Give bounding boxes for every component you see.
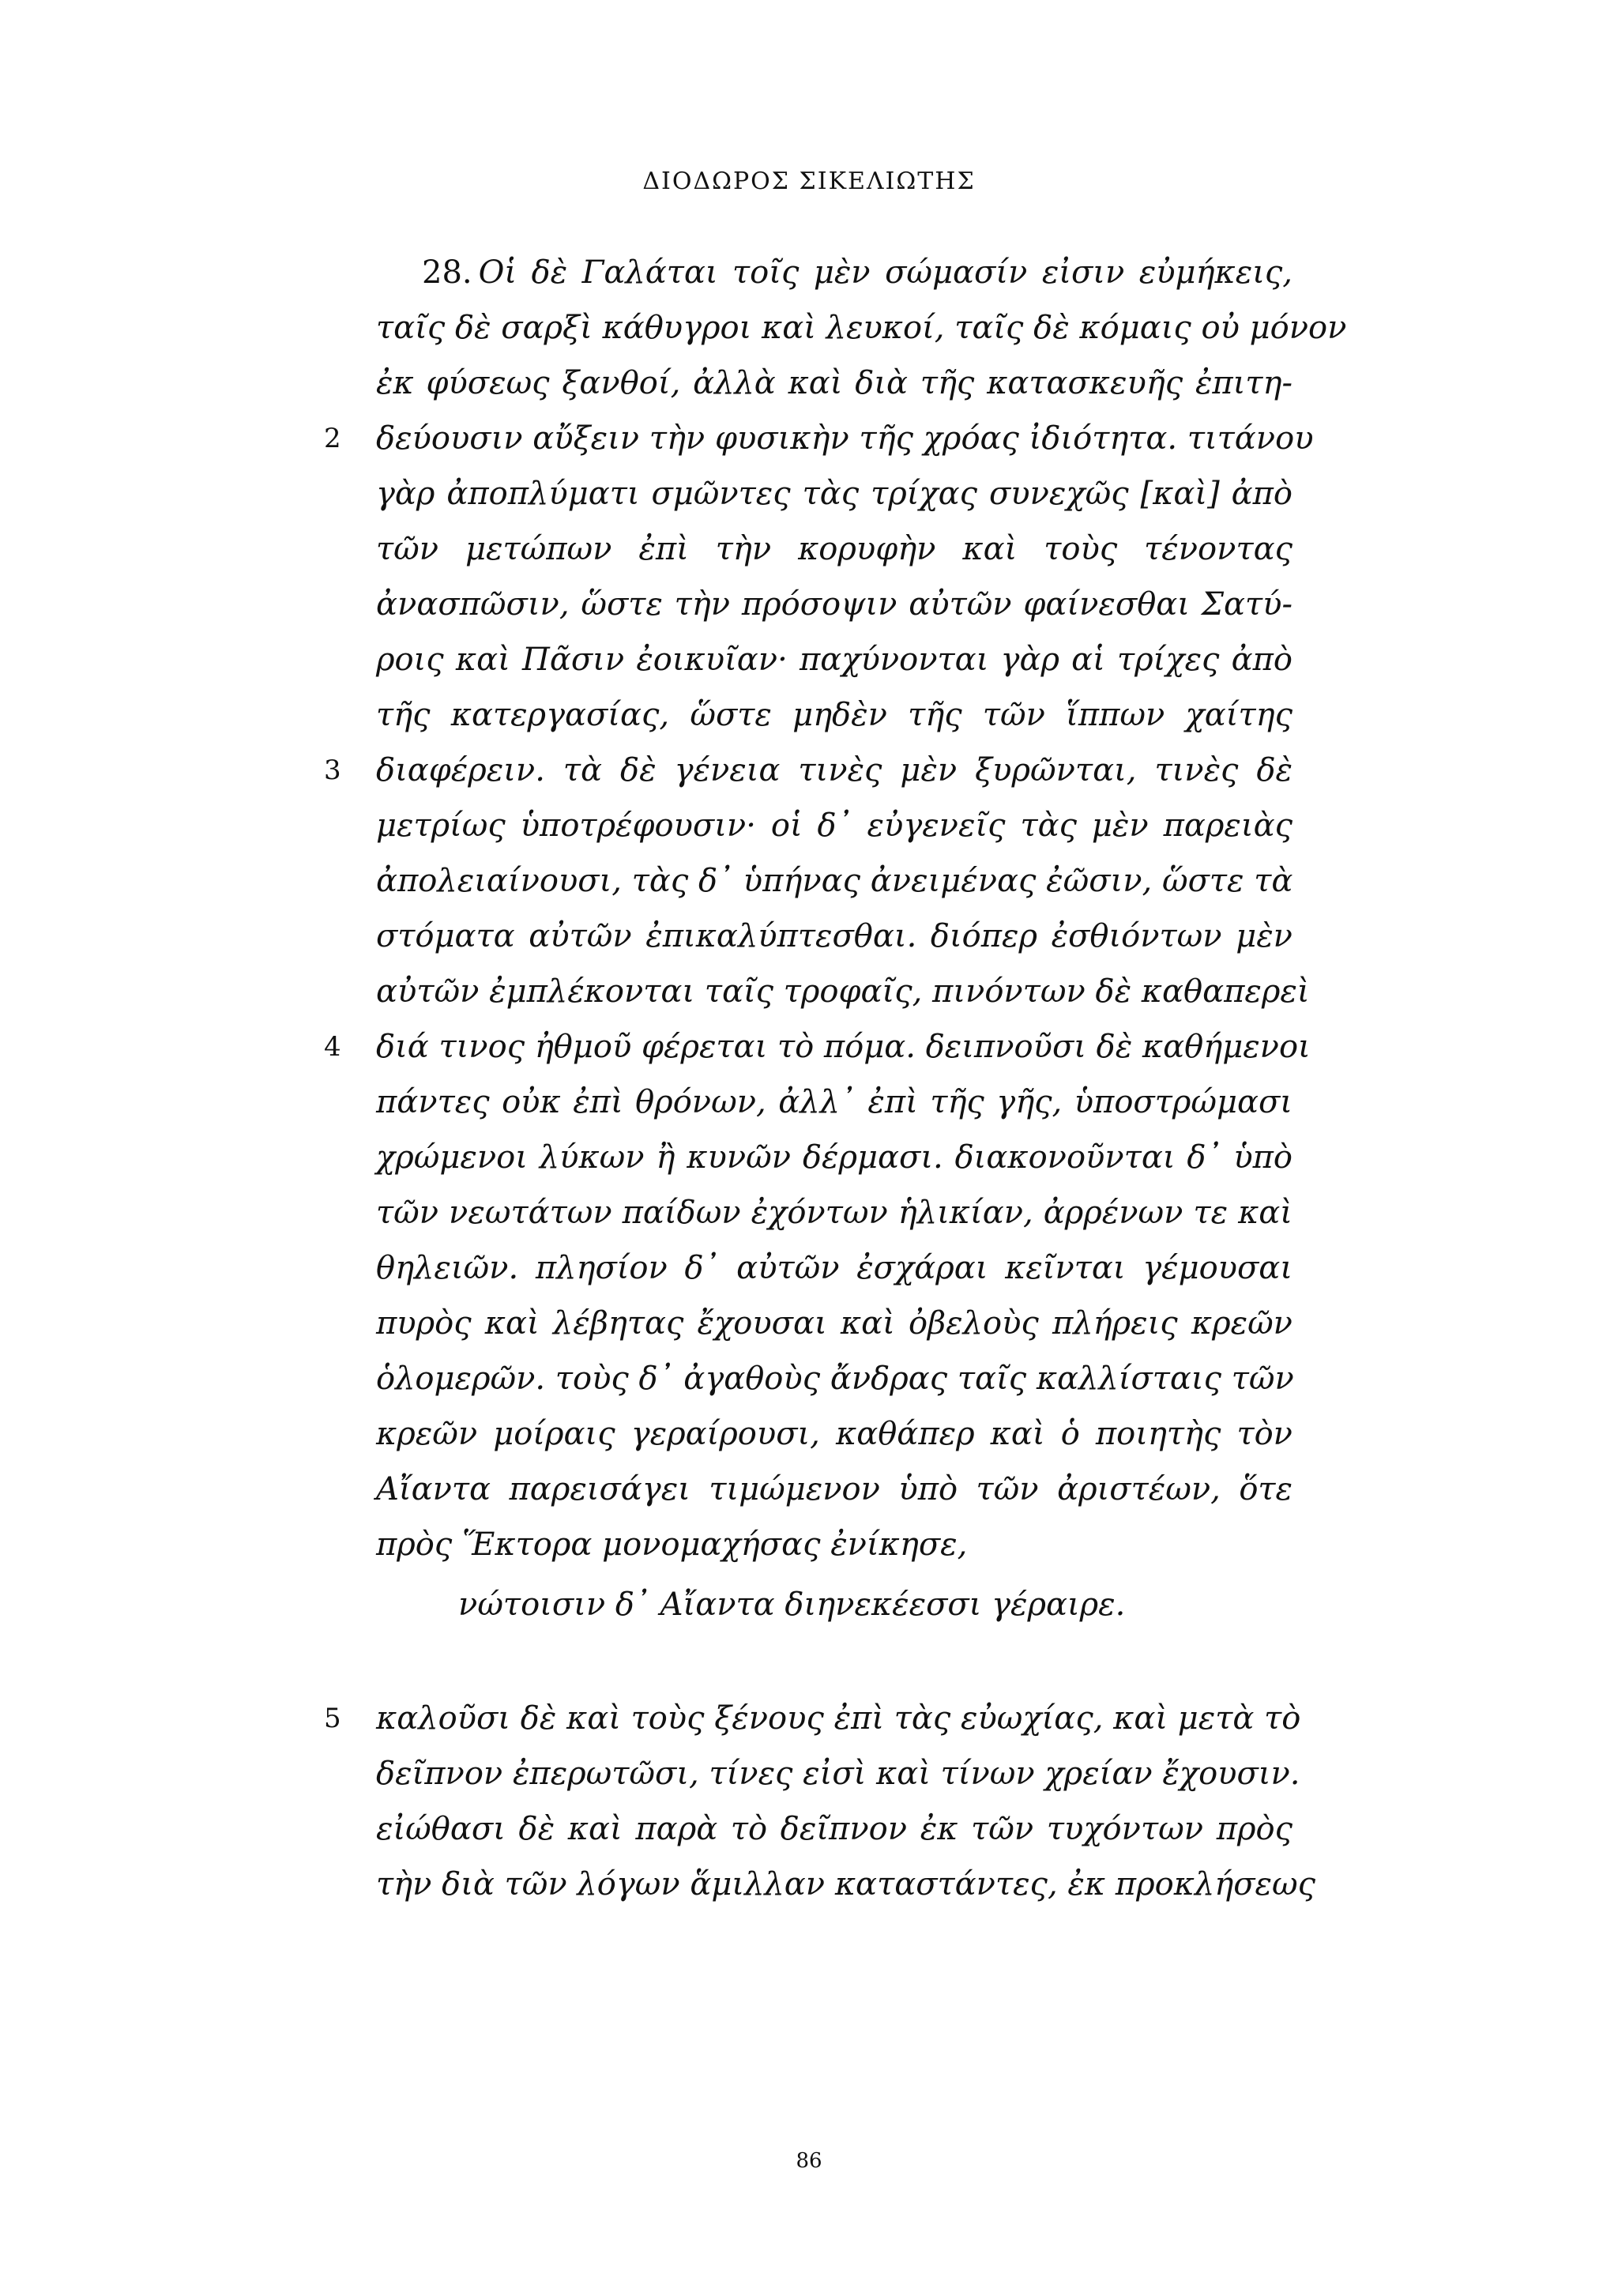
section-number: 4: [324, 1031, 341, 1063]
text-line: ἀνασπῶσιν, ὥστε τὴν πρόσοψιν αὐτῶν φαίνεσθαι Σατύ-: [376, 586, 1293, 623]
text-line: γὰρ ἀποπλύματι σμῶντες τὰς τρίχας συνεχῶς [καὶ] ἀπὸ: [376, 476, 1293, 512]
text-line: πρὸς Ἕκτορα μονομαχήσας ἐνίκησε,: [376, 1526, 968, 1563]
running-head: ΔΙΟΔΩΡΟΣ ΣΙΚΕΛΙΩΤΗΣ: [642, 167, 976, 195]
verse-quotation: νώτοισιν δ᾽ Αἴαντα διηνεκέεσσι γέραιρε.: [458, 1586, 1126, 1623]
text-line: 5 καλοῦσι δὲ καὶ τοὺς ξένους ἐπὶ τὰς εὐωχίας, καὶ μετὰ τὸ: [376, 1691, 1293, 1746]
text-line: στόματα αὐτῶν ἐπικαλύπτεσθαι. διόπερ ἐσθιόντων μὲν: [376, 918, 1293, 954]
section-number: 3: [324, 755, 341, 786]
text-line: ταῖς δὲ σαρξὶ κάθυγροι καὶ λευκοί, ταῖς δὲ κόμαις οὐ μόνον: [376, 310, 1347, 346]
chapter-number: 28.: [422, 254, 472, 291]
page-number: 86: [796, 2149, 822, 2173]
continued-text: [324, 1691, 1316, 1912]
section-number: 2: [324, 423, 341, 454]
text-line: τῶν νεωτάτων παίδων ἐχόντων ἡλικίαν, ἀρρένων τε καὶ: [376, 1195, 1293, 1231]
text-line: 4 διά τινος ἠθμοῦ φέρεται τὸ πόμα. δειπνοῦσι δὲ καθήμενοι: [376, 1019, 1293, 1075]
text-line: 2 δεύουσιν αὔξειν τὴν φυσικὴν τῆς χρόας ἰδιότητα. τιτάνου: [376, 411, 1293, 466]
text-line: 3 διαφέρειν. τὰ δὲ γένεια τινὲς μὲν ξυρῶνται, τινὲς δὲ: [376, 743, 1293, 798]
text-line: πάντες οὐκ ἐπὶ θρόνων, ἀλλ᾽ ἐπὶ τῆς γῆς, ὑποστρώμασι: [376, 1084, 1293, 1120]
text-line: μετρίως ὑποτρέφουσιν· οἱ δ᾽ εὐγενεῖς τὰς μὲν παρειὰς: [376, 807, 1293, 844]
text-line: εἰώθασι δὲ καὶ παρὰ τὸ δεῖπνον ἐκ τῶν τυχόντων πρὸς: [376, 1811, 1293, 1847]
text-line: τῆς κατεργασίας, ὥστε μηδὲν τῆς τῶν ἵππων χαίτης: [376, 697, 1293, 733]
main-text: [324, 245, 1347, 1572]
text-line: θηλειῶν. πλησίον δ᾽ αὐτῶν ἐσχάραι κεῖνται γέμουσαι: [376, 1250, 1293, 1286]
text-line: ἀπολειαίνουσι, τὰς δ᾽ ὑπήνας ἀνειμένας ἐῶσιν, ὥστε τὰ: [376, 863, 1293, 899]
text-line: δεῖπνον ἐπερωτῶσι, τίνες εἰσὶ καὶ τίνων χρείαν ἔχουσιν.: [376, 1756, 1300, 1792]
text-line: Αἴαντα παρεισάγει τιμώμενον ὑπὸ τῶν ἀριστέων, ὅτε: [376, 1471, 1293, 1507]
text-line: χρώμενοι λύκων ἢ κυνῶν δέρμασι. διακονοῦνται δ᾽ ὑπὸ: [376, 1139, 1293, 1176]
text-line: ἐκ φύσεως ξανθοί, ἀλλὰ καὶ διὰ τῆς κατασκευῆς ἐπιτη-: [376, 365, 1293, 401]
text-line: πυρὸς καὶ λέβητας ἔχουσαι καὶ ὀβελοὺς πλήρεις κρεῶν: [376, 1305, 1293, 1342]
text-line: ροις καὶ Πᾶσιν ἐοικυῖαν· παχύνονται γὰρ αἱ τρίχες ἀπὸ: [376, 642, 1293, 678]
text-line: 28. Οἱ δὲ Γαλάται τοῖς μὲν σώμασίν εἰσιν εὐμήκεις,: [422, 254, 1293, 291]
text-line: τὴν διὰ τῶν λόγων ἅμιλλαν καταστάντες, ἐκ προκλήσεως: [376, 1866, 1316, 1903]
text-line: τῶν μετώπων ἐπὶ τὴν κορυφὴν καὶ τοὺς τένοντας: [376, 531, 1293, 567]
section-number: 5: [324, 1703, 341, 1734]
text-line: ὁλομερῶν. τοὺς δ᾽ ἀγαθοὺς ἄνδρας ταῖς καλλίσταις τῶν: [376, 1361, 1294, 1397]
text-line: αὐτῶν ἐμπλέκονται ταῖς τροφαῖς, πινόντων δὲ καθαπερεὶ: [376, 973, 1310, 1010]
text-line: κρεῶν μοίραις γεραίρουσι, καθάπερ καὶ ὁ ποιητὴς τὸν: [376, 1416, 1293, 1452]
